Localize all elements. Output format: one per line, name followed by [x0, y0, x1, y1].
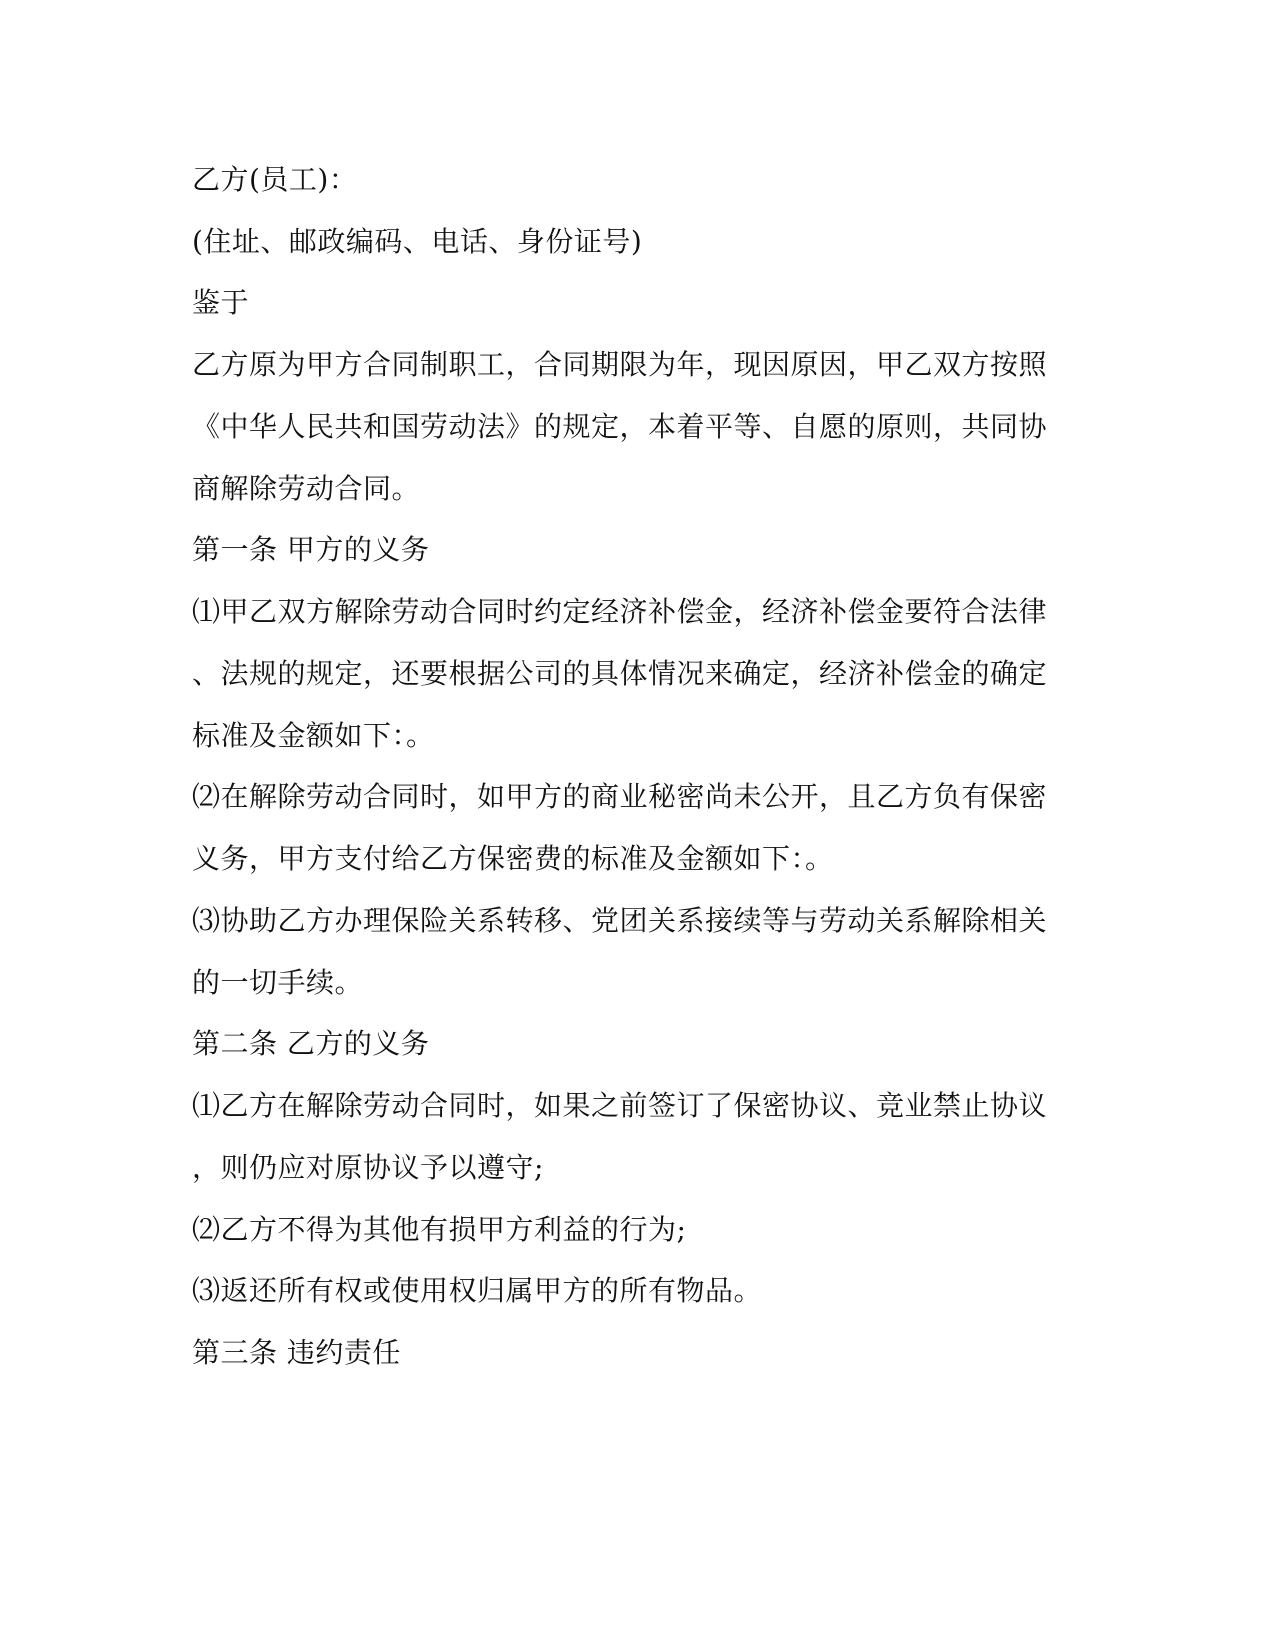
article-1-heading: 第一条 甲方的义务	[192, 533, 430, 566]
article-1-item-2-line-2: 义务，甲方支付给乙方保密费的标准及金额如下：。	[192, 842, 834, 875]
article-2-item-2: ⑵乙方不得为其他有损甲方利益的行为;	[192, 1213, 687, 1246]
article-2-item-1-line-1: ⑴乙方在解除劳动合同时，如果之前签订了保密协议、竞业禁止协议	[192, 1089, 1048, 1122]
party-b-label: 乙方(员工)：	[192, 163, 358, 196]
recital-line-2: 《中华人民共和国劳动法》的规定，本着平等、自愿的原则，共同协	[192, 410, 1048, 443]
article-2-item-1-line-2: ，则仍应对原协议予以遵守;	[192, 1151, 544, 1184]
article-1-item-1-line-2: 、法规的规定，还要根据公司的具体情况来确定，经济补偿金的确定	[192, 657, 1048, 690]
article-1-item-1-line-1: ⑴甲乙双方解除劳动合同时约定经济补偿金，经济补偿金要符合法律	[192, 595, 1048, 628]
recital-line-3: 商解除劳动合同。	[192, 472, 421, 505]
article-3-heading: 第三条 违约责任	[192, 1336, 401, 1369]
whereas-heading: 鉴于	[192, 286, 250, 319]
article-1-item-3-line-1: ⑶协助乙方办理保险关系转移、党团关系接续等与劳动关系解除相关	[192, 904, 1048, 937]
party-b-details-placeholder: (住址、邮政编码、电话、身份证号)	[192, 225, 643, 258]
recital-line-1: 乙方原为甲方合同制职工，合同期限为年，现因原因，甲乙双方按照	[192, 348, 1048, 381]
article-1-item-2-line-1: ⑵在解除劳动合同时，如甲方的商业秘密尚未公开，且乙方负有保密	[192, 780, 1048, 813]
article-2-item-3: ⑶返还所有权或使用权归属甲方的所有物品。	[192, 1274, 763, 1307]
article-1-item-1-line-3: 标准及金额如下：。	[192, 719, 435, 752]
article-2-heading: 第二条 乙方的义务	[192, 1027, 430, 1060]
article-1-item-3-line-2: 的一切手续。	[192, 966, 364, 999]
